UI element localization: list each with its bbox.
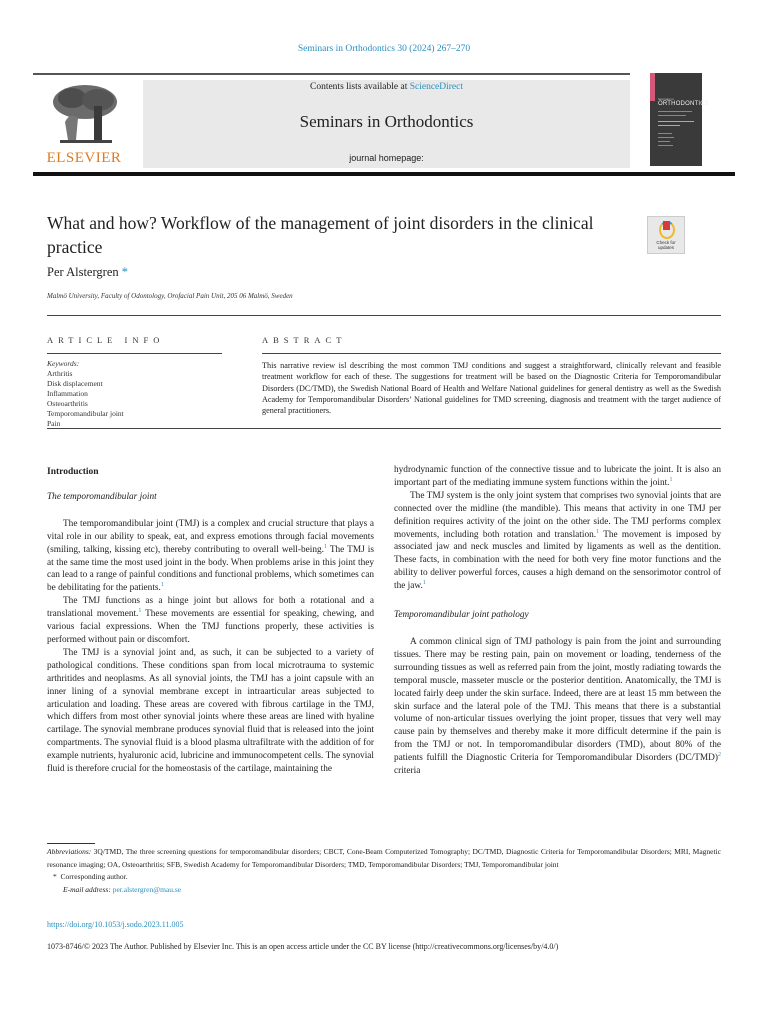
paragraph-text: The TMJ functions as a hinge joint but allows for both a rotational and a translational movement. <box>47 596 374 620</box>
divider <box>47 353 222 354</box>
abbreviations-footnote <box>47 846 721 871</box>
abbreviations-label: Abbreviations: <box>47 847 92 856</box>
email-link[interactable]: per.alstergren@mau.se <box>112 884 182 894</box>
reference-link[interactable]: 1 <box>596 528 600 535</box>
journal-title: Seminars in Orthodontics <box>299 112 474 131</box>
paragraph-text: The TMJ is at the same time the most used joint in the body. When problems arise in this joint they can lead to a range of painful conditions and functional problems, which sometimes can be debilitating for the patients. <box>47 544 374 594</box>
author-name: Per Alstergren <box>47 265 119 279</box>
paragraph-text: These movements are essential for speaking, chewing, and various facial expressions. When the TMJ functions properly, these activities is performed without pain or discomfort. <box>47 609 374 645</box>
section-heading-introduction: Introduction <box>47 467 99 477</box>
author-affiliation: Malmö University, Faculty of Odontology, Orofacial Pain Unit, 205 06 Malmö, Sweden <box>47 292 293 300</box>
header-thick-rule <box>33 172 735 176</box>
paragraph-text: A common clinical sign of TMJ pathology is pain from the joint and surrounding tissues. There may be resting pain, pain on movement or loading, tenderness of the surrounding tissues as well as referred pain from the joint, mostly radiating towards the temporal muscle, masseter muscle or the posterior dentition. Anatomically, the TMJ is located fairly deep under the skin surface. Indeed, there are at least 15 mm between the skin surface and the lateral pole of the TMJ. This means that there is a substantial volume of non-articular tissues overlying the joint proper, tissues that very well may cause pain by themselves and thereby make it more difficult determine if the pain is from the TMJ or not. In temporomandibular disorders (TMD), about 80% of the patients fulfill the Diagnostic Criteria for Temporomandibular Disorders (DC/TMD) <box>394 636 721 764</box>
paragraph <box>394 636 721 778</box>
article-info-heading: ARTICLE INFO <box>47 335 165 345</box>
elsevier-tree-icon <box>50 82 120 144</box>
divider <box>262 353 721 354</box>
reference-link[interactable]: 1 <box>669 476 673 483</box>
corresponding-author-text: Corresponding author. <box>60 872 128 881</box>
paragraph <box>47 518 374 595</box>
paragraph-text: hydrodynamic function of the connective tissue and to lubricate the joint. It is also an important part of the mediating immune system functions within the joint. <box>394 465 721 488</box>
abbreviations-text: 3Q/TMD, The three screening questions for temporomandibular disorders; CBCT, Cone-Beam Computerized Tomography; DC/TMD, Diagnostic Criteria for Temporomandibular Disorders; MRI, Magnetic resonance imaging; OA, Osteoarthritis; SFB, Swedish Academy for Temporomandibular Disorders; TMD, Temporomandibular Disorders; TMJ, Temporomandibular joint <box>47 847 721 869</box>
contents-availability <box>143 82 630 92</box>
abstract-text: This narrative review isl describing the most common TMJ conditions and suggest a straightforward, clinically relevant and feasible treatment workflow for each of these. The suggestions for treatment will be based on the Diagnostic Criteria for Temporomandibular Disorders (DC/TMD), the Swedish National Board of Health and Welfare National guidelines for general dentistry as well as the Swedish Academy for Temporomandibular Disorders’ National guidelines for TMD screening, diagnosis and treatment with the target audience of general practitioners. <box>262 361 721 416</box>
paragraph <box>394 490 721 593</box>
footnotes <box>47 846 721 896</box>
journal-banner <box>143 80 630 168</box>
cover-text-line <box>658 133 672 134</box>
elsevier-wordmark: ELSEVIER <box>46 150 122 166</box>
divider <box>47 428 721 429</box>
cover-title: ORTHODONTICS <box>658 101 709 107</box>
corresponding-author-footnote <box>47 871 721 884</box>
footnote-rule <box>47 843 95 844</box>
doi-link[interactable]: https://doi.org/10.1053/j.sodo.2023.11.005 <box>47 920 184 929</box>
keyword-item: Arthritis <box>47 369 73 378</box>
journal-homepage-label[interactable]: journal homepage: <box>349 153 424 163</box>
author-line <box>47 265 128 280</box>
cover-text-line <box>658 111 692 112</box>
abstract-heading: ABSTRACT <box>262 335 347 345</box>
subsection-heading: The temporomandibular joint <box>47 491 157 502</box>
reference-link[interactable]: 1 <box>422 580 426 587</box>
paragraph-text: The TMJ system is the only joint system that comprises two synovial joints that are connected over the midline (the mandible). This means that activity in one TMJ per definition requires activity of the joint on the other side. The TMJ performs complex movements, including both rotation and translation. <box>394 490 721 540</box>
paragraph-text: The movement is imposed by associated jaw and neck muscles and limited by ligaments as well as the dentition. These facts, in combination with the need for both very fine motor functions and the ability to deliver powerful forces, causes a high demand on the sensorimotor control of the jaw. <box>394 529 721 592</box>
divider <box>47 315 721 316</box>
keyword-item: Inflammation <box>47 389 88 398</box>
header-rule <box>33 73 630 75</box>
keyword-item: Osteoarthritis <box>47 399 88 408</box>
body-column-left <box>47 466 374 776</box>
journal-citation-link[interactable]: Seminars in Orthodontics 30 (2024) 267–270 <box>297 44 471 54</box>
cover-text-line <box>658 125 680 126</box>
email-label: E-mail address: <box>63 884 111 894</box>
cover-subtitle: Seminars in <box>658 97 674 101</box>
keywords-list <box>47 359 222 429</box>
paragraph-text: criteria <box>394 766 421 777</box>
subsection-heading: Temporomandibular joint pathology <box>394 610 529 621</box>
contents-prefix: Contents lists available at <box>309 82 410 92</box>
cover-text-line <box>658 137 674 138</box>
license-statement: 1073-8746/© 2023 The Author. Published by Elsevier Inc. This is an open access article under the CC BY license (http://creativecommons.org/licenses/by/4.0/) <box>47 942 559 951</box>
corresponding-author-link[interactable]: * <box>121 265 129 279</box>
check-for-updates-button[interactable] <box>647 216 685 254</box>
article-title: What and how? Workflow of the management of joint disorders in the clinical practice <box>47 213 594 257</box>
journal-cover-thumbnail[interactable] <box>650 73 709 166</box>
paragraph-text: The temporomandibular joint (TMJ) is a complex and crucial structure that plays a vital role in our ability to speak, eat, and express emotions through facial movements (smiling, talking, kissing etc), thereby contributing to overall well-being. <box>47 518 374 555</box>
paragraph-text: The TMJ is a synovial joint and, as such, it can be subjected to a variety of pathological conditions. These conditions span from local microtrauma to systemic arthritides and neoplasms. As all synovial joints, the TMJ has a joint capsule with an inner lining of a synovial membrane except in intraarticular areas subjected to articulation and loading. These areas are covered with fibrous cartilage in the TMJ, which differs from most other synovial joints where these areas are lined with hyaline cartilage. The synovial membrane produces synovial fluid that is released into the joint compartments. The synovial fluid is a blood plasma ultrafiltrate with the addition of for example nutrients, hyaluronic acid, lubricine and immunocompetent cells. The synovial fluid is therefore crucial for the homeostasis of the cartilage, maintaining the <box>47 647 374 775</box>
elsevier-logo[interactable] <box>40 80 128 168</box>
reference-link[interactable]: 1 <box>138 608 142 615</box>
paragraph <box>47 647 374 776</box>
reference-link[interactable]: 2 <box>718 752 721 759</box>
keyword-item: Temporomandibular joint <box>47 409 124 418</box>
paragraph <box>394 464 721 490</box>
reference-link[interactable]: 1 <box>160 582 164 589</box>
email-footnote <box>47 884 721 897</box>
cover-text-line <box>658 145 673 146</box>
paragraph <box>47 595 374 647</box>
cover-accent-bar <box>650 73 655 101</box>
keyword-item: Disk displacement <box>47 379 103 388</box>
cover-text-line <box>658 115 686 116</box>
body-column-right <box>394 464 721 778</box>
keywords-label: Keywords: <box>47 359 80 368</box>
cover-text-line <box>658 121 694 122</box>
sciencedirect-link[interactable]: ScienceDirect <box>409 82 463 92</box>
crossmark-bookmark-icon <box>663 221 670 230</box>
reference-link[interactable]: 1 <box>323 543 327 550</box>
check-for-updates-label: Check for updates <box>656 240 676 250</box>
footnote-marker: * <box>53 872 57 881</box>
keyword-item: Pain <box>47 419 61 428</box>
cover-text-line <box>658 141 670 142</box>
